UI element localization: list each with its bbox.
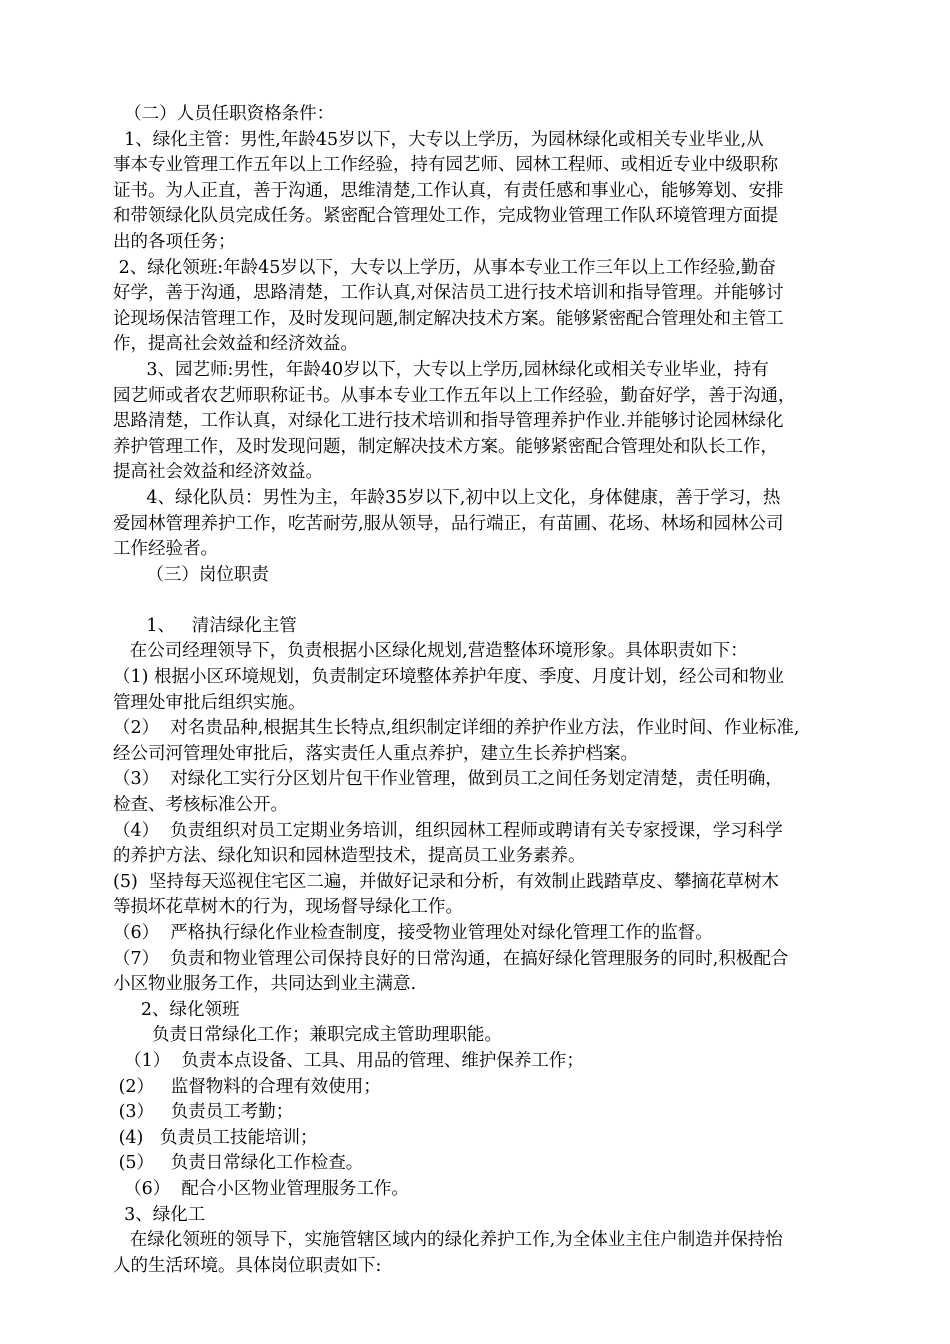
paragraph-line: 3、园艺师:男性，年龄40岁以下，大专以上学历,园林绿化或相关专业毕业，持有 bbox=[113, 359, 769, 380]
paragraph-line: （1) 根据小区环境规划，负责制定环境整体养护年度、季度、月度计划，经公司和物业 bbox=[113, 667, 785, 688]
paragraph-line: 小区物业服务工作，共同达到业主满意. bbox=[113, 974, 417, 995]
paragraph-line: 1、 清洁绿化主管 bbox=[113, 615, 297, 636]
paragraph-line: 经公司河管理处审批后，落实责任人重点养护，建立生长养护档案。 bbox=[113, 743, 638, 764]
document-body bbox=[113, 102, 853, 1279]
paragraph-line: 思路清楚，工作认真，对绿化工进行技术培训和指导管理养护作业.并能够讨论园林绿化 bbox=[113, 411, 784, 432]
paragraph-line: 2、绿化领班 bbox=[113, 999, 240, 1020]
paragraph-line: （3） 对绿化工实行分区划片包干作业管理，做到员工之间任务划定清楚，责任明确， bbox=[113, 769, 783, 790]
paragraph-line: 的养护方法、绿化知识和园林造型技术，提高员工业务素养。 bbox=[113, 846, 586, 867]
paragraph-line: 证书。为人正直，善于沟通，思维清楚,工作认真，有责任感和事业心，能够筹划、安排 bbox=[113, 180, 784, 201]
paragraph-line: （6） 严格执行绿化作业检查制度，接受物业管理处对绿化管理工作的监督。 bbox=[113, 923, 713, 943]
paragraph-line: （二）人员任职资格条件： bbox=[113, 104, 335, 124]
paragraph-line: 负责日常绿化工作；兼职完成主管助理职能。 bbox=[113, 1025, 502, 1046]
paragraph-line: 2、绿化领班:年龄45岁以下，大专以上学历，从事本专业工作三年以上工作经验,勤奋 bbox=[113, 257, 776, 278]
paragraph-line: 作，提高社会效益和经济效益。 bbox=[113, 334, 358, 355]
paragraph-line: （1） 负责本点设备、工具、用品的管理、维护保养工作； bbox=[113, 1050, 584, 1071]
paragraph-line: (5) 坚持每天巡视住宅区二遍，并做好记录和分析，有效制止践踏草皮、攀摘花草树木 bbox=[113, 871, 779, 892]
paragraph-line: 好学，善于沟通，思路清楚，工作认真,对保洁员工进行技术培训和指导管理。并能够讨 bbox=[113, 283, 784, 304]
paragraph-line: （6） 配合小区物业管理服务工作。 bbox=[113, 1178, 409, 1199]
paragraph-line: 检查、考核标准公开。 bbox=[113, 795, 288, 816]
paragraph-line: (3） 负责员工考勤； bbox=[113, 1102, 294, 1123]
paragraph-line: 爱园林管理养护工作，吃苦耐劳,服从领导，品行端正，有苗圃、花场、林场和园林公司 bbox=[113, 513, 784, 534]
paragraph-line: （4） 负责组织对员工定期业务培训，组织园林工程师或聘请有关专家授课，学习科学 bbox=[113, 820, 783, 841]
paragraph-line: （7） 负责和物业管理公司保持良好的日常沟通，在搞好绿化管理服务的同时,积极配合 bbox=[113, 948, 789, 969]
paragraph-line: （2） 对名贵品种,根据其生长特点,组织制定详细的养护作业方法，作业时间、作业标准, bbox=[113, 718, 800, 739]
paragraph-line: 人的生活环境。具体岗位职责如下: bbox=[113, 1255, 382, 1276]
paragraph-line: 养护管理工作，及时发现问题，制定解决技术方案。能够紧密配合管理处和队长工作， bbox=[113, 436, 778, 457]
paragraph-line: 管理处审批后组织实施。 bbox=[113, 692, 306, 713]
paragraph-line: 和带领绿化队员完成任务。紧密配合管理处工作，完成物业管理工作队环境管理方面提 bbox=[113, 206, 778, 227]
paragraph-line: 事本专业管理工作五年以上工作经验，持有园艺师、园林工程师、或相近专业中级职称 bbox=[113, 155, 778, 176]
paragraph-line: 1、绿化主管：男性,年龄45岁以下，大专以上学历，为园林绿化或相关专业毕业,从 bbox=[113, 129, 764, 150]
blank-line bbox=[113, 588, 853, 614]
paragraph-line: 论现场保洁管理工作，及时发现问题,制定解决技术方案。能够紧密配合管理处和主管工 bbox=[113, 308, 784, 329]
paragraph-line: 出的各项任务； bbox=[113, 231, 236, 252]
paragraph-line: 工作经验者。 bbox=[113, 539, 218, 560]
paragraph-line: （三）岗位职责 bbox=[113, 564, 269, 585]
paragraph-line: 园艺师或者农艺师职称证书。从事本专业工作五年以上工作经验，勤奋好学，善于沟通， bbox=[113, 385, 796, 406]
paragraph-line: (2） 监督物料的合理有效使用； bbox=[113, 1076, 381, 1097]
paragraph-line: (4) 负责员工技能培训； bbox=[113, 1127, 318, 1148]
paragraph-line: 在绿化领班的领导下，实施管辖区域内的绿化养护工作,为全体业主住户制造并保持怡 bbox=[113, 1230, 783, 1251]
paragraph-line: 等损坏花草树木的行为，现场督导绿化工作。 bbox=[113, 897, 463, 918]
paragraph-line: 提高社会效益和经济效益。 bbox=[113, 462, 323, 483]
paragraph-line: 4、绿化队员：男性为主，年龄35岁以下,初中以上文化，身体健康，善于学习，热 bbox=[113, 487, 781, 508]
paragraph-line: (5） 负责日常绿化工作检查。 bbox=[113, 1153, 364, 1174]
paragraph-line: 3、绿化工 bbox=[113, 1204, 206, 1225]
paragraph-line: 在公司经理领导下，负责根据小区绿化规划,营造整体环境形象。具体职责如下： bbox=[113, 641, 748, 662]
